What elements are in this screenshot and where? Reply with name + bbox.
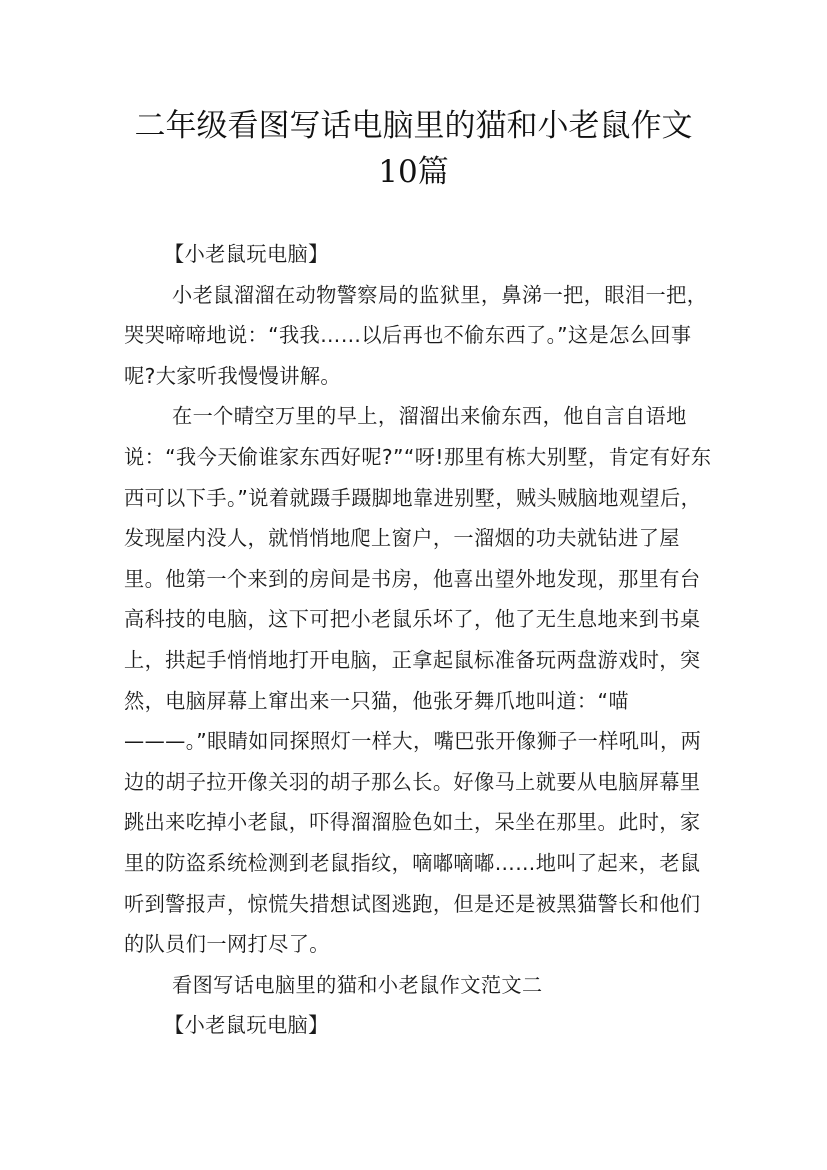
document-body — [124, 234, 712, 1046]
document-title-line-2: 10篇 — [378, 154, 449, 190]
next-essay-title: 看图写话电脑里的猫和小老鼠作文范文二 — [172, 972, 543, 997]
section-heading: 【小老鼠玩电脑】 — [164, 242, 329, 266]
document-title-line-1: 二年级看图写话电脑里的猫和小老鼠作文 — [134, 108, 693, 144]
next-section-heading: 【小老鼠玩电脑】 — [164, 1013, 329, 1038]
paragraph-1: 小老鼠溜溜在动物警察局的监狱里，鼻涕一把，眼泪一把，哭哭啼啼地说：“我我……以后再也不偷东西了。”这是怎么回事呢?大家听我慢慢讲解。 — [124, 282, 708, 388]
paragraph-2: 在一个晴空万里的早上，溜溜出来偷东西，他自言自语地说：“我今天偷谁家东西好呢?”“呀!那里有栋大别墅，肯定有好东西可以下手。”说着就蹑手蹑脚地靠进别墅，贼头贼脑地观望后，发现屋内没人，就悄悄地爬上窗户，一溜烟的功夫就钻进了屋里。他第一个来到的房间是书房，他喜出望外地发现，那里有台高科技的电脑，这下可把小老鼠乐坏了，他了无生息地来到书桌上，拱起手悄悄地打开电脑，正拿起鼠标准备玩两盘游戏时，突然，电脑屏幕上窜出来一只猫，他张牙舞爪地叫道：“喵———。”眼睛如同探照灯一样大，嘴巴张开像狮子一样吼叫，两边的胡子拉开像关羽的胡子那么长。好像马上就要从电脑屏幕里跳出来吃掉小老鼠，吓得溜溜脸色如土，呆坐在那里。此时，家里的防盗系统检测到老鼠指纹，嘀嘟嘀嘟……地叫了起来，老鼠听到警报声，惊慌失措想试图逃跑，但是还是被黑猫警长和他们的队员们一网打尽了。 — [124, 404, 712, 957]
